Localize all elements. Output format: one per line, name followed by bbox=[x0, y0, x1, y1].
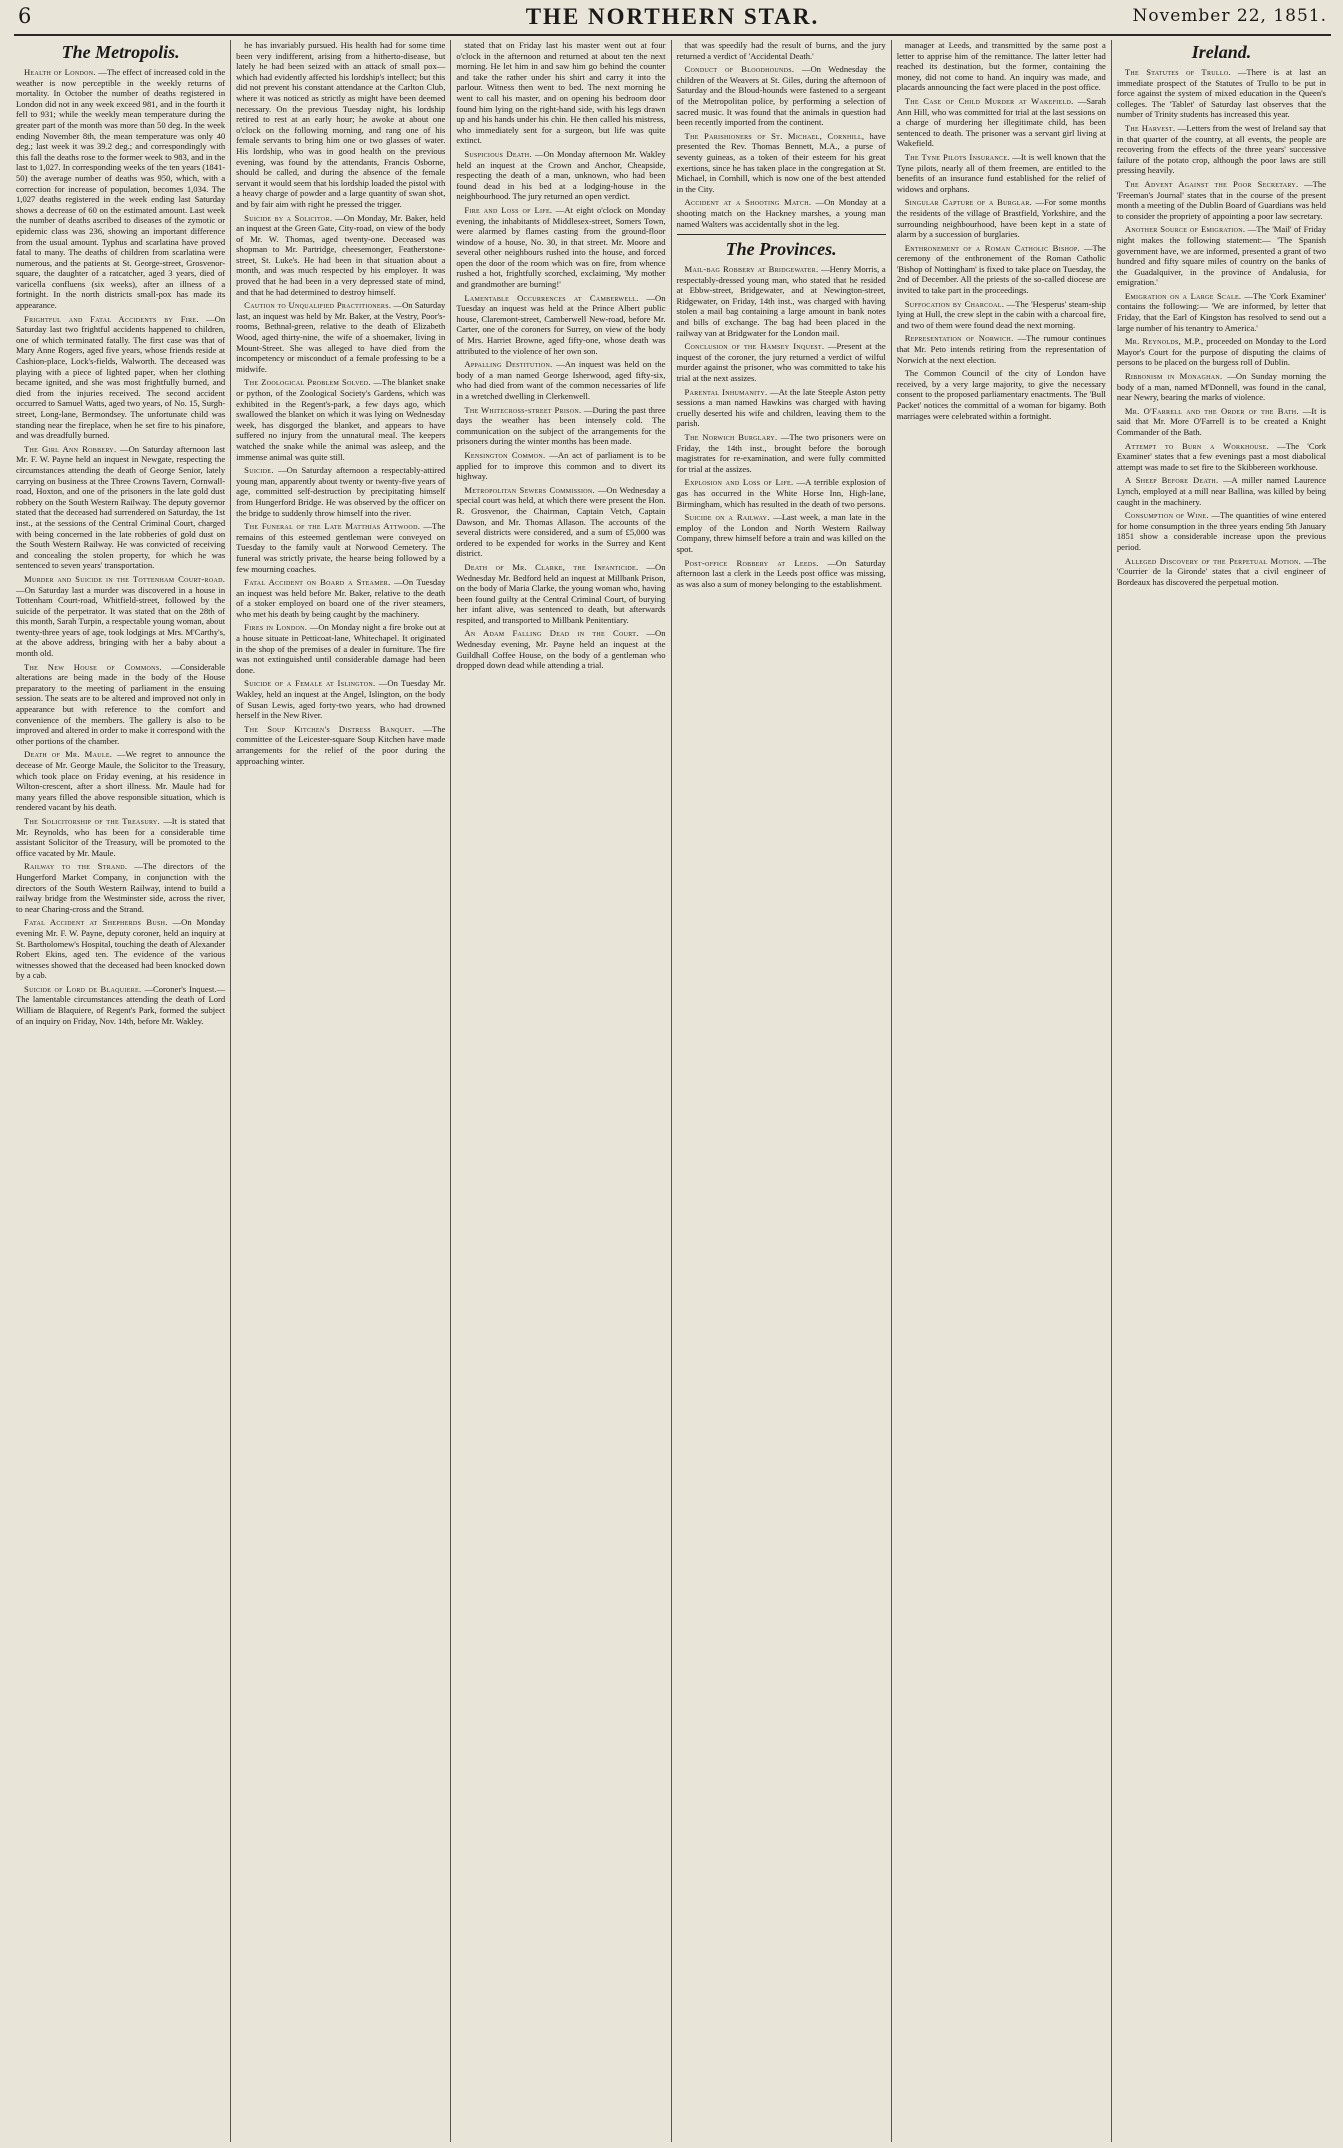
article-headline: The Statutes of Trullo. bbox=[1124, 67, 1231, 77]
article-headline: Another Source of Emigration. bbox=[1124, 224, 1246, 235]
column-4 bbox=[671, 40, 891, 2142]
article-body: —On Saturday last, an inquest was held by Mr. Baker, at the Vestry, Poor's-rooms, Bethnal-green, relative to the death of Elizabeth Wood, aged thirty-nine, the wife of a shoemaker, living in Mount-Street. She was alleged to have died from the incompetency or misconduct of a female professing to be a midwife. bbox=[236, 300, 446, 374]
article-body: —The 'Mail' of Friday night makes the following statement:— 'The Spanish government have, we are informed, presented a grant of two hundred and fifty square miles of country on the banks of the Guadalquiver, in the province of Andalusia, for emigration.' bbox=[1116, 224, 1327, 288]
article-body: —Last week, a man late in the employ of the London and North Western Railway Company, threw himself before a train and was killed on the spot. bbox=[676, 512, 886, 554]
article-body: —The remains of this esteemed gentleman were conveyed on Tuesday to the family vault at Norwood Cemetery. The funeral was strictly private, the hearse being followed by a few mourning coaches. bbox=[236, 521, 446, 574]
article-headline: Suicide. bbox=[244, 465, 274, 476]
article-body: —On Tuesday an inquest was held at the Prince Albert public house, Claremont-street, Camberwell New-road, before Mr. Carter, one of the coroners for Surrey, on view of the body of Mrs. Harriet Browne, aged fifty-one, whose death was attributed to the violence of her own son. bbox=[456, 292, 666, 356]
article-headline: A Sheep Before Death. bbox=[1124, 475, 1219, 486]
article bbox=[897, 197, 1106, 239]
article-body: —The directors of the Hungerford Market Company, in conjunction with the directors of the South Western Railway, intend to build a railway bridge from the Westminster side, across the river, to near Charing-cross and the Strand. bbox=[16, 861, 226, 914]
article bbox=[16, 816, 225, 858]
article bbox=[456, 485, 665, 559]
article-headline: The Funeral of the Late Matthias Attwood. bbox=[244, 521, 421, 532]
article-body: —Coroner's Inquest.—The lamentable circumstances attending the death of Lord William de Blaquiere, of Regent's Park, formed the subject of an inquiry on Friday, Nov. 14th, before Mr. Wakley. bbox=[16, 983, 226, 1026]
article-body: —Henry Morris, a respectably-dressed young man, who stated that he resided at Ebbw-street, Bridgewater, and at Newington-street, Ridgewater, on Friday, 14th inst., was charged with having stolen a mail bag containing a large amount in bank notes and bills of exchange. The bag had been placed in the railway van at Bridgwater for the London mail. bbox=[676, 264, 886, 338]
article bbox=[897, 152, 1106, 194]
article-headline: Metropolitan Sewers Commission. bbox=[464, 484, 596, 495]
issue-date: November 22, 1851. bbox=[1132, 6, 1327, 26]
article-body: —Letters from the west of Ireland say that in that quarter of the country, at all events, the people are recovering from the effects of the three years' successive failure of the potato crop, although the poor laws are still pressing heavily. bbox=[1116, 122, 1327, 176]
article-body: —We regret to announce the decease of Mr. George Maule, the Solicitor to the Treasury, which took place on Friday evening, at his residence in Wilton-crescent, after a short illness. Mr. Maule had for many years filled the above responsible situation, which is rendered vacant by his death. bbox=[16, 749, 226, 813]
article-headline: Attempt to Burn a Workhouse. bbox=[1124, 440, 1269, 451]
article-headline: Suicide of a Female at Islington. bbox=[244, 678, 376, 689]
article-body: he has invariably pursued. His health had for some time been very indifferent, arising from a hitherto-disease, but lately he had been seized with an attack of small pox—which had evidently affected his lordship's intellect; but this did not prevent his constant attendance at the Carlton Club, where it was noticed as strictly as might have been deemed necessary. On the previous Tuesday night, his lordship retired to rest at an early hour; he awoke at about one o'clock on the following morning, and rang one of his female servants to bring him one or two glasses of water. His lordship, who was in good health on the previous evening, was found by the attendants, Francis Osborne, should be called, and during the absence of the female servant it would seem that his lordship loaded the pistol with a heavy charge of powder and a large quantity of swan shot, and by fair aim with right he pressed the trigger. bbox=[236, 40, 446, 209]
article bbox=[236, 300, 445, 374]
column-5 bbox=[891, 40, 1111, 2142]
article-body: —On Monday, Mr. Baker, held an inquest at the Green Gate, City-road, on view of the body of Mr. W. Thomas, aged twenty-one. Deceased was shopman to Mr. Partridge, cheesemonger, Featherstone-street, St. Luke's. He had been in that situation about a month, and was much respected by his employer. It was proved that he had been in a very depressed state of mind, and that he had determined to destroy himself. bbox=[236, 212, 446, 297]
article-headline: Death of Mr. Maule. bbox=[24, 749, 113, 760]
article-body: —On Saturday last two frightful accidents happened to children, one of which terminated fatally. The first case was that of Mary Anne Rogers, aged five years, whose friends reside at Cashion-place, Lock's-fields, Walworth. The deceased was playing with a piece of lighted paper, when her clothing became ignited, and she was most frightfully burned, and died from the injuries received. The second accident occurred to Samuel Watts, aged two years, of No. 15, Surgh-street, Long-lane, Bermondsey. The unfortunate child was standing near the fireplace, when he set fire to his pinafore, and was dreadfully burned. bbox=[16, 313, 226, 441]
article bbox=[236, 40, 445, 210]
article bbox=[236, 577, 445, 619]
article bbox=[456, 628, 665, 670]
section-heading: Ireland. bbox=[1191, 42, 1252, 62]
article-body: —Present at the inquest of the coroner, the jury returned a verdict of wilful murder against the prisoner, who was committed to take his trial at the next assizes. bbox=[676, 341, 886, 384]
article bbox=[16, 749, 225, 813]
article-body: —Sarah Ann Hill, who was committed for trial at the last sessions on a charge of murdering her illegitimate child, has been sentenced to death. The prisoner was a servant girl living at Wakefield. bbox=[896, 95, 1106, 149]
section-divider bbox=[677, 234, 886, 235]
article bbox=[456, 40, 665, 146]
article-headline: Fire and Loss of Life. bbox=[464, 204, 553, 215]
column-3 bbox=[450, 40, 670, 2142]
article-body: —On Sunday morning the body of a man, named M'Donnell, was found in the canal, near Newry, bearing the marks of violence. bbox=[1116, 371, 1327, 403]
article-body: manager at Leeds, and transmitted by the same post a letter to apprise him of the remittance. The latter letter had reached its destination, but the former, containing the money, did not come to hand. An inquiry was made, and placards announcing the fact were placed in the post office. bbox=[896, 40, 1106, 93]
article bbox=[1117, 556, 1326, 588]
article bbox=[456, 149, 665, 202]
article bbox=[456, 450, 665, 482]
column-6 bbox=[1111, 40, 1331, 2142]
article-headline: Representation of Norwich. bbox=[904, 333, 1014, 344]
article-headline: The Girl Ann Robbery. bbox=[24, 443, 117, 454]
article-body: —The 'Cork Examiner' states that a few evenings past a most diabolical attempt was made to set fire to the Skibbereen workhouse. bbox=[1116, 440, 1327, 472]
article-headline: The Zoological Problem Solved. bbox=[244, 377, 371, 388]
article-body: —On Monday at a shooting match on the Hackney marshes, a young man named Walters was accidentally shot in the leg. bbox=[676, 197, 886, 229]
article-headline: Mr. Reynolds, M.P., bbox=[1124, 336, 1204, 347]
article bbox=[16, 984, 225, 1026]
article-body: —The effect of increased cold in the weather is now perceptible in the weekly returns of mortality. In October the number of deaths registered in London did not in any week exceed 981, and in the fourth it fell to 931; while the weekly mean temperature during the greater part of the month was more than 50 deg. In the week ending November 8th, the mean temperature was only 40 deg.; last week it was 39.2 deg.; and correspondingly with this fall the deaths rose to the former week to 983, and in the last to 1,027. In corresponding weeks of the ten years (1841-50) the average number of deaths was 950, which, with a correction for increase of population, becomes 1,034. The 1,027 deaths registered in the week ending last Saturday shows a decrease of 60 on the estimated amount. Last week the number of deaths ascribed to diseases of the zymotic or epidemic class was 236, showing an important difference from the usual amount. Typhus and scarlatina have proved fatal to many. The deaths of children from scarlatina were numerous, and the patients at St. George-street, Grosvenor-square, the daughter of a ratcatcher, aged 3 years, died of varicella confluens (six weeks), after an illness of a fortnight. In the north districts small-pox has made its appearance. bbox=[16, 67, 226, 311]
article bbox=[1117, 475, 1326, 507]
article bbox=[236, 377, 445, 462]
article-body: —At eight o'clock on Monday evening, the inhabitants of Middlesex-street, Somers Town, were alarmed by flames casting from the ground-floor window of a house, No. 30, in that street. Mr. Moore and several other neighbours rushed into the house, and forced open the door of the room which was on fire, from whence rushed a hot, frightfully scorched, exclaiming, 'My mother and grandmother are burning!' bbox=[456, 204, 666, 290]
article-body: —On Saturday afternoon last Mr. F. W. Payne held an inquest in Newgate, respecting the circumstances attending the death of George Senior, lately carrying on business at the Three Crowns Tavern, Cornwall-road, Hoxton, and one of the prisoners in the late gold dust robbery on the South Western Railway. The deputy governor stated that the deceased had surrendered on Saturday, the 1st inst., at the sessions of the Central Criminal Court, charged with being concerned in the late robberies of gold dust on the South Western Railway. He was convicted of receiving and concealing the stolen property, for which he was sentenced to seven years' transportation. bbox=[16, 443, 226, 571]
article-headline: Lamentable Occurrences at Camberwell. bbox=[464, 292, 639, 303]
article bbox=[677, 64, 886, 128]
article bbox=[897, 333, 1106, 365]
article-headline: The Norwich Burglary. bbox=[684, 432, 778, 442]
article-body: stated that on Friday last his master went out at four o'clock in the afternoon and returned at about ten the next morning. He let him in and saw him go behind the counter and take the rather under his shirt and carry it into the parlour. Witness then went to bed. The next morning he went to call his master, and on opening his bedroom door found him lying on the right-hand side, with his legs drawn up and his hands under his chin. He then called his mistress, who immediately sent for a surgeon, but life was quite extinct. bbox=[456, 40, 666, 146]
article bbox=[677, 264, 886, 338]
article-body: —At the late Steeple Aston petty sessions a man named Hawkins was charged with having cruelly deserted his wife and children, leaving them to the parish. bbox=[676, 386, 886, 429]
article bbox=[456, 562, 665, 626]
article-body: —On Tuesday Mr. Wakley, held an inquest at the Angel, Islington, on the body of Susan Lewis, aged forty-two years, who had drowned herself in the New River. bbox=[236, 678, 446, 721]
article-body: —An act of parliament is to be applied for to improve this common and to divert its highway. bbox=[456, 449, 666, 482]
article-headline: Accident at a Shooting Match. bbox=[684, 197, 812, 208]
article-headline: The Whitecross-street Prison. bbox=[464, 404, 582, 415]
article-headline: Conclusion of the Hamsey Inquest. bbox=[684, 341, 825, 352]
article-body: —On Monday night a fire broke out at a house situate in Petticoat-lane, Whitechapel. It originated in the shop of the premises of a dealer in furniture. The fire was not extinguished until considerable damage had been done. bbox=[236, 622, 446, 675]
article-body: that was speedily had the result of burns, and the jury returned a verdict of 'Accidental Death.' bbox=[676, 40, 886, 61]
article-headline: An Adam Falling Dead in the Court. bbox=[464, 628, 639, 639]
article-body: have presented the Rev. Thomas Bennett, M.A., a purse of seventy guineas, as a token of their esteem for his great exertions, since he has taken place in the congregation at St. Michael, in Cornhill, which is now one of the best attended in the City. bbox=[676, 130, 886, 194]
article-body: —On Saturday afternoon a respectably-attired young man, apparently about twenty or twenty-five years of age, committed self-destruction by precipitating himself from Hungerford Bridge. He was observed by the officer on the bridge to suddenly throw himself into the river. bbox=[236, 465, 446, 518]
article-body: —During the past three days the weather has been intensely cold. The communication on the subject of the arrangements for the prisoners during the winter months has been made. bbox=[456, 404, 666, 447]
article-body: —A terrible explosion of gas has occurred in the White Horse Inn, High-lane, Birmingham, which has resulted in the death of two persons. bbox=[676, 477, 886, 509]
article bbox=[236, 213, 445, 298]
article bbox=[16, 444, 225, 571]
article bbox=[236, 622, 445, 675]
article-headline: Parental Inhumanity. bbox=[684, 386, 768, 397]
article-headline: Death of Mr. Clarke, the Infanticide. bbox=[464, 561, 639, 572]
article-body: —The committee of the Leicester-square Soup Kitchen have made arrangements for the relief of the poor during the approaching winter. bbox=[236, 723, 446, 766]
article-headline: Murder and Suicide in the Tottenham Court-road. bbox=[24, 573, 226, 584]
article-headline: The New House of Commons. bbox=[24, 661, 162, 672]
article bbox=[677, 40, 886, 61]
article-body: —For some months the residents of the village of Brastfield, Yorkshire, and the surrounding neighbourhood, have been kept in a state of alarm by a succession of burglaries. bbox=[896, 197, 1106, 240]
article bbox=[16, 861, 225, 914]
article-body: —On Wednesday evening, Mr. Payne held an inquest at the Guildhall Coffee House, on the body of a gentleman who dropped down dead while attending a trial. bbox=[456, 628, 666, 671]
article-body: —The two prisoners were on Friday, the 14th inst., brought before the borough magistrates for re-examination, and were fully committed for trial at the assizes. bbox=[676, 432, 886, 474]
article bbox=[1117, 406, 1326, 438]
article bbox=[1117, 67, 1326, 120]
article-headline: Mr. O'Farrell and the Order of the Bath. bbox=[1124, 405, 1299, 416]
article-body: —On Wednesday Mr. Bedford held an inquest at Millbank Prison, on the body of Maria Clarke, the young woman who, having been found guilty at the Central Criminal Court, of burying her infant alive, was sentenced to death, but afterwards respited, and transported to Millbank Penitentiary. bbox=[456, 561, 666, 625]
article-body: —On Saturday afternoon last a clerk in the Leeds post office was missing, as was also a sum of money belonging to the establishment. bbox=[676, 557, 886, 589]
article bbox=[677, 477, 886, 509]
article-body: —There is at last an immediate prospect of the Statutes of Trullo to be put in force against the system of mixed education in the Queen's colleges. The 'Tablet' of Saturday last observes that the number of Trinity students has increased this year. bbox=[1116, 67, 1327, 120]
article bbox=[1117, 441, 1326, 473]
article-headline: Consumption of Wine. bbox=[1124, 510, 1209, 521]
newspaper-title: THE NORTHERN STAR. bbox=[525, 4, 820, 29]
article-headline: Conduct of Bloodhounds. bbox=[684, 64, 795, 75]
article-body: —It is said that Mr. More O'Farrell is to be created a Knight Commander of the Bath. bbox=[1116, 405, 1327, 437]
article-body: —The rumour continues that Mr. Peto intends retiring from the representation of Norwich at the next election. bbox=[896, 333, 1106, 365]
article-body: —An inquest was held on the body of a man named George Isherwood, aged fifty-six, who had died from want of the common necessaries of life in a wretched dwelling in Clerkenwell. bbox=[456, 359, 666, 401]
article-headline: The Harvest. bbox=[1124, 122, 1176, 133]
article-headline: Singular Capture of a Burglar. bbox=[904, 197, 1033, 208]
article-headline: Suspicious Death. bbox=[464, 148, 532, 159]
article bbox=[16, 314, 225, 441]
masthead bbox=[14, 0, 1331, 36]
article bbox=[236, 521, 445, 574]
article-headline: Suicide by a Solicitor. bbox=[244, 212, 333, 223]
article bbox=[1117, 291, 1326, 333]
article-headline: The Tyne Pilots Insurance. bbox=[904, 151, 1010, 162]
article bbox=[456, 293, 665, 357]
article-body: —On Monday afternoon Mr. Wakley held an inquest at the Crown and Anchor, Cheapside, respecting the death of a man, unknown, who had been found dead in his bed at a lodging-house in the neighbourhood. The jury returned an open verdict. bbox=[456, 148, 666, 202]
article-headline: The Soup Kitchen's Distress Banquet. bbox=[244, 723, 415, 734]
article-headline: Suffocation by Charcoal. bbox=[904, 298, 1005, 309]
article-headline: Suicide on a Railway. bbox=[684, 512, 770, 523]
article bbox=[897, 299, 1106, 331]
article-headline: Alleged Discovery of the Perpetual Motion. bbox=[1124, 555, 1302, 566]
section-heading: The Metropolis. bbox=[61, 42, 180, 62]
article-headline: Health of London. bbox=[24, 67, 96, 77]
article-body: —The 'Courrier de la Gironde' states that a civil engineer of Bordeaux has discovered the perpetual motion. bbox=[1116, 555, 1327, 587]
article bbox=[16, 917, 225, 981]
article-headline: Explosion and Loss of Life. bbox=[684, 477, 794, 488]
article-headline: Frightful and Fatal Accidents by Fire. bbox=[24, 313, 199, 324]
article-headline: Mail-bag Robbery at Bridgewater. bbox=[684, 264, 819, 275]
article bbox=[677, 197, 886, 229]
article-body: —The blanket snake or python, of the Zoological Society's Gardens, which was exhibited in the Regent's-park, a few days ago, which swallowed the blanket on which it was lying on Wednesday week, has disgorged the blanket, and appears to have suffered no injury from the unnatural meal. The keepers watched the snake while the animal was asleep, and the immense animal was quite still. bbox=[236, 377, 446, 462]
article-body: —It is well known that the Tyne pilots, nearly all of them freemen, are entitled to the benefits of an insurance fund established for the relief of widows and orphans. bbox=[896, 151, 1106, 194]
article-body: —The 'Cork Examiner' contains the following:— 'We are informed, by letter that Friday, that the Earl of Kingston has resolved to send out a large number of his tenantry to America.' bbox=[1116, 290, 1327, 333]
article bbox=[1117, 336, 1326, 368]
article-body: —A miller named Laurence Lynch, employed at a mill near Ballina, was killed by being caught in the machinery. bbox=[1116, 475, 1327, 507]
article-body: —The 'Freeman's Journal' states that in the course of the present month a meeting of the Dublin Board of Guardians was held to consider the propriety of appointing a poor law secretary. bbox=[1116, 178, 1327, 221]
article-body: —On Wednesday the children of the Weavers at St. Giles, during the afternoon of Saturday and the Bloud-hounds were fastened to a sergeant of the Metropolitan police, by performing a selection of sacred music. It was found that the animals in question had been recently imported from the continent. bbox=[676, 64, 886, 128]
article bbox=[236, 465, 445, 518]
article bbox=[16, 67, 225, 311]
article-headline: The Parishioners of St. Michael, Cornhill, bbox=[684, 130, 865, 141]
article bbox=[1117, 123, 1326, 176]
article-body: —On Wednesday a special court was held, at which there were present the Hon. R. Grosvenor, the Chairman, Captain Vetch, Captain Dawson, and Mr. Thomas Allason. The accounts of the several districts were considered, and a sum of £5,000 was ordered to be expended for works in the Surrey and Kent district. bbox=[456, 484, 666, 559]
article-headline: Suicide of Lord de Blaquiere. bbox=[24, 983, 142, 994]
article bbox=[1117, 510, 1326, 552]
article bbox=[677, 341, 886, 383]
column-1 bbox=[14, 40, 230, 2142]
article bbox=[16, 662, 225, 747]
article bbox=[236, 724, 445, 766]
page-number: 6 bbox=[18, 4, 32, 28]
article-headline: Ribbonism in Monaghan. bbox=[1124, 371, 1223, 382]
article-body: —On Monday evening Mr. F. W. Payne, deputy coroner, held an inquiry at St. Bartholomew's Hospital, touching the death of Alexander Robert Ekins, aged ten. The evidence of the various witnesses showed that the deceased had been knocked down by a cab. bbox=[16, 917, 226, 981]
article bbox=[1117, 224, 1326, 288]
article bbox=[236, 678, 445, 720]
article bbox=[16, 574, 225, 659]
article bbox=[456, 405, 665, 447]
article bbox=[897, 368, 1106, 421]
article-body: The Common Council of the city of London have received, by a very large majority, to give the necessary consent to the proposed parliamentary enactments. The 'Bull Packet' notices the committal of a woman for bigamy. Both marriages were celebrated within a fortnight. bbox=[896, 368, 1106, 421]
article-body: —The 'Hesperus' steam-ship lying at Hull, the crew slept in the cabin with a charcoal fire, and two of them were found dead the next morning. bbox=[896, 298, 1106, 330]
article-headline: The Advent Against the Poor Secretary. bbox=[1124, 178, 1299, 189]
article bbox=[897, 40, 1106, 93]
article bbox=[677, 432, 886, 474]
article bbox=[677, 512, 886, 554]
article-headline: The Solicitorship of the Treasury. bbox=[24, 815, 161, 826]
article-body: —On Saturday last a murder was discovered in a house in Tottenham Court-road, Whitfield-street, followed by the suicide of the perpetrator. It was stated that on the 28th of this month, Sarah Turpin, a respectable young woman, about twenty-three years of age, took lodgings at Mrs. M'Carthy's, at the above address, bringing with her a baby about a month old. bbox=[16, 584, 226, 659]
article-body: —Considerable alterations are being made in the body of the House preparatory to the meeting of parliament in the ensuing session. The seats are to be altered and improved not only in appearance but with reference to the comfort and convenience of the members. The gallery is also to be improved and altered in order to make it correspond with the other portions of the chamber. bbox=[16, 661, 226, 746]
article-body: proceeded on Monday to the Lord Mayor's Court for the purpose of disputing the claims of persons to be placed on the burgess roll of Dublin. bbox=[1116, 336, 1327, 368]
columns bbox=[14, 40, 1331, 2142]
article-headline: Railway to the Strand. bbox=[24, 861, 128, 872]
article-body: —On Tuesday an inquest was held before Mr. Baker, relative to the death of a stoker employed on board one of the river steamers, who met his death by being caught by the machinery. bbox=[236, 577, 446, 619]
article-headline: Fatal Accident at Shepherds Bush. bbox=[24, 917, 168, 928]
article bbox=[1117, 179, 1326, 221]
column-2 bbox=[230, 40, 450, 2142]
article-headline: Post-office Robbery at Leeds. bbox=[684, 557, 819, 568]
article-body: —The ceremony of the enthronement of the Roman Catholic 'Bishop of Nottingham' is fixed to take place on Tuesday, the 2nd of December. All the priests of the so-called diocese are invited to take part in the proceedings. bbox=[896, 242, 1106, 296]
article-headline: The Case of Child Murder at Wakefield. bbox=[904, 95, 1074, 106]
article-headline: Emigration on a Large Scale. bbox=[1124, 290, 1242, 301]
article-body: —The quantities of wine entered for home consumption in the three years ending 5th January 1851 show a considerable increase upon the previous period. bbox=[1116, 510, 1327, 552]
article bbox=[897, 243, 1106, 296]
article-headline: Fires in London. bbox=[244, 622, 308, 633]
article-body: —It is stated that Mr. Reynolds, who has been for a considerable time assistant Solicitor of the Treasury, will be promoted to the office vacated by Mr. Maule. bbox=[16, 815, 226, 858]
article-headline: Fatal Accident on Board a Steamer. bbox=[244, 577, 391, 588]
article-headline: Appalling Destitution. bbox=[464, 359, 553, 370]
article bbox=[456, 359, 665, 401]
article-headline: Enthronement of a Roman Catholic Bishop. bbox=[904, 242, 1080, 253]
article bbox=[677, 131, 886, 195]
article bbox=[897, 96, 1106, 149]
article bbox=[1117, 371, 1326, 403]
article bbox=[677, 387, 886, 429]
article bbox=[456, 205, 665, 290]
article-headline: Kensington Common. bbox=[464, 449, 546, 460]
article-headline: Caution to Unqualified Practitioners. bbox=[244, 300, 392, 311]
section-heading: The Provinces. bbox=[725, 239, 837, 260]
article bbox=[677, 558, 886, 590]
